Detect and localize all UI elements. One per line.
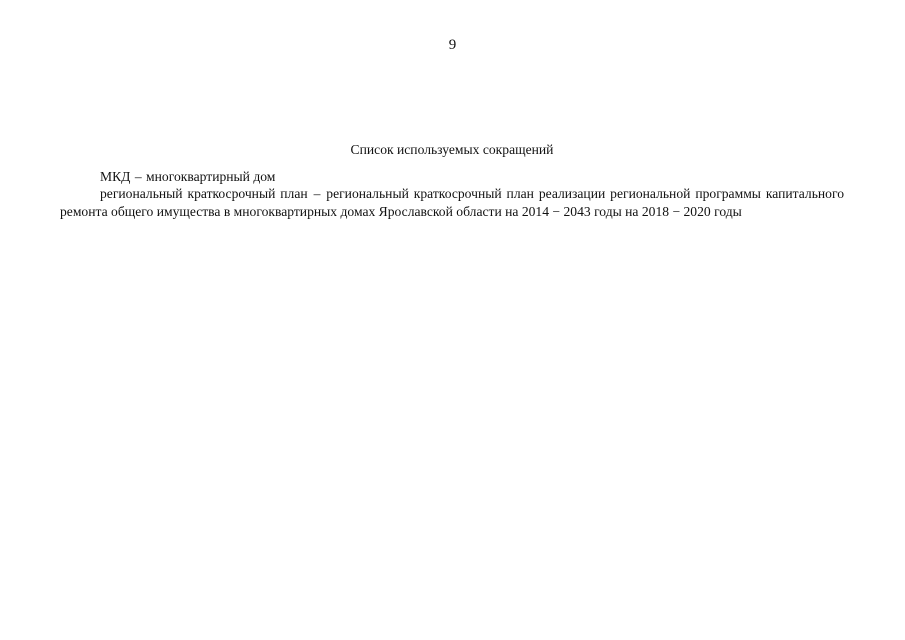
page-number: 9 xyxy=(448,37,457,53)
abbreviation-definition: региональный краткосрочный план реализации региональной программы капитального ремонта общего имущества в многоквартирных домах Ярославской области на 2014 − 2043 годы на 2018 − 2020 годы xyxy=(60,186,844,219)
abbreviations-section xyxy=(60,141,844,220)
abbreviation-entry xyxy=(60,185,844,220)
abbreviation-entry xyxy=(60,168,844,186)
abbreviation-term: МКД xyxy=(100,168,131,184)
section-heading: Список используемых сокращений xyxy=(350,142,554,157)
abbreviation-definition: многоквартирный дом xyxy=(146,168,276,184)
abbreviation-separator: – xyxy=(313,186,321,201)
abbreviation-separator: – xyxy=(134,168,142,184)
abbreviation-term: региональный краткосрочный план xyxy=(100,186,308,201)
